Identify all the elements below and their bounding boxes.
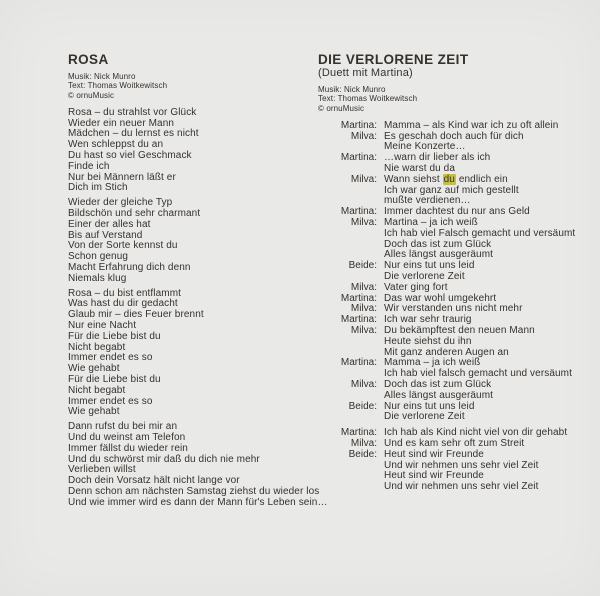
- lyric-line: Was hast du dir gedacht: [68, 298, 178, 310]
- song-die-verlorene-zeit: [318, 52, 596, 498]
- rosa-lyrics: [68, 108, 358, 509]
- duet-lines: [384, 380, 493, 402]
- duet-row: [318, 261, 596, 283]
- lyric-line: Verlieben willst: [68, 464, 136, 476]
- lyric-line: Ich hab als Kind nicht viel von dir gehabt: [384, 427, 568, 439]
- lyric-line: Für die Liebe bist du: [68, 330, 161, 342]
- verlorene-zeit-subtitle: (Duett mit Martina): [318, 67, 413, 79]
- speaker-label: Martina:: [340, 119, 377, 131]
- speaker-label: Milva:: [350, 217, 377, 229]
- stanza: [68, 422, 358, 508]
- duet-lines: [384, 175, 519, 207]
- lyric-line: Und wir nehmen uns sehr viel Zeit: [384, 481, 539, 493]
- speaker-label: Milva:: [350, 281, 377, 293]
- duet-lyrics: [318, 121, 596, 493]
- lyric-line: Heut sind wir Freunde: [384, 448, 484, 460]
- lyric-line: Mamma – ja ich weiß: [384, 357, 481, 369]
- speaker-label: Beide:: [348, 260, 377, 272]
- lyric-line: Macht Erfahrung dich denn: [68, 262, 191, 274]
- lyric-line: Wen schleppst du an: [68, 139, 164, 151]
- lyric-line: Heut sind wir Freunde: [384, 470, 484, 482]
- duet-lines: [384, 326, 535, 358]
- lyric-line: Du bekämpftest den neuen Mann: [384, 325, 535, 337]
- duet-row: [318, 380, 596, 402]
- lyric-line: Wir verstanden uns nicht mehr: [384, 303, 523, 315]
- speaker-label: Milva:: [350, 379, 377, 391]
- credit-line: Text: Thomas Woitkewitsch: [318, 94, 418, 104]
- lyric-line: Schon genug: [68, 251, 129, 263]
- credit-line: Musik: Nick Munro: [318, 85, 386, 94]
- verse-group: [318, 121, 596, 423]
- lyric-line: Glaub mir – dies Feuer brennt: [68, 309, 204, 321]
- lyric-line: Und wie immer wird es dann der Mann für's Leben sein…: [68, 496, 328, 508]
- lyric-line: Ich war ganz auf mich gestellt: [384, 184, 519, 196]
- duet-row: [318, 132, 596, 154]
- speaker-label: Martina:: [340, 357, 377, 369]
- duet-row: [318, 175, 596, 207]
- lyric-line: Die verlorene Zeit: [384, 411, 465, 423]
- lyric-line: Und du schwörst mir daß du dich nie mehr: [68, 453, 260, 465]
- lyric-line: Nicht begabt: [68, 341, 126, 353]
- lyric-line: Und es kam sehr oft zum Streit: [384, 438, 525, 449]
- speaker-label: Milva:: [350, 130, 377, 142]
- duet-row: [318, 450, 596, 493]
- duet-lines: [384, 358, 572, 380]
- duet-row: [318, 402, 596, 424]
- duet-lines: [384, 132, 524, 154]
- lyric-line: Nur eine Nacht: [68, 320, 137, 332]
- lyric-line: Niemals klug: [68, 272, 127, 284]
- stanza: [68, 289, 358, 419]
- credit-line: Text: Thomas Woitkewitsch: [68, 81, 168, 91]
- speaker-label: Milva:: [350, 173, 377, 185]
- lyric-line: Nur eins tut uns leid: [384, 260, 475, 272]
- lyric-line: Heute siehst du ihn: [384, 335, 472, 347]
- lyric-line: …warn dir lieber als ich: [384, 152, 491, 164]
- lyric-line: Die verlorene Zeit: [384, 271, 465, 283]
- lyric-line: Und wir nehmen uns sehr viel Zeit: [384, 459, 539, 471]
- speaker-label: Martina:: [340, 427, 377, 439]
- lyric-line: Du hast so viel Geschmack: [68, 150, 192, 162]
- lyric-line: Mamma – als Kind war ich zu oft allein: [384, 119, 559, 131]
- lyric-line: Nie warst du da: [384, 163, 455, 175]
- lyric-line: Doch dein Vorsatz hält nicht lange vor: [68, 475, 240, 487]
- lyric-line: Mit ganz anderen Augen an: [384, 346, 509, 358]
- speaker-label: Milva:: [350, 325, 377, 337]
- lyric-text: endlich ein: [455, 173, 508, 185]
- lyric-line: mußte verdienen…: [384, 195, 471, 207]
- rosa-credits: [68, 72, 358, 100]
- song-rosa: [68, 52, 358, 513]
- duet-row: [318, 153, 596, 175]
- lyric-line: Immer endet es so: [68, 395, 153, 407]
- speaker-label: Martina:: [340, 292, 377, 304]
- duet-lines: [384, 402, 474, 424]
- lyric-line: Wieder ein neuer Mann: [68, 117, 175, 129]
- credit-line: © ornuMusic: [68, 90, 115, 100]
- lyric-line: Bildschön und sehr charmant: [68, 208, 201, 220]
- lyric-line: Nur bei Männern läßt er: [68, 171, 176, 183]
- duet-row: [318, 358, 596, 380]
- lyric-line: Dich im Stich: [68, 182, 128, 194]
- lyric-line: Alles längst ausgeräumt: [384, 389, 494, 401]
- lyric-line: Ich hab viel Falsch gemacht und versäumt: [384, 227, 576, 239]
- stanza: [68, 108, 358, 194]
- speaker-label: Martina:: [340, 152, 377, 164]
- lyric-line: Finde ich: [68, 160, 110, 172]
- lyric-line: Doch das ist zum Glück: [384, 238, 492, 250]
- speaker-label: Beide:: [348, 400, 377, 412]
- lyric-line: Wieder der gleiche Typ: [68, 197, 173, 209]
- verse-group: [318, 428, 596, 493]
- credit-line: Musik: Nick Munro: [68, 72, 136, 81]
- lyric-line: Rosa – du strahlst vor Glück: [68, 106, 197, 118]
- lyric-line: Meine Konzerte…: [384, 141, 466, 153]
- lyric-line: Immer endet es so: [68, 352, 153, 364]
- lyric-line: Wie gehabt: [68, 406, 120, 418]
- duet-lines: [384, 218, 575, 261]
- duet-lines: [384, 450, 538, 493]
- speaker-label: Martina:: [340, 206, 377, 218]
- duet-lines: [384, 153, 490, 175]
- duet-lines: [384, 261, 474, 283]
- duet-row: [318, 218, 596, 261]
- lyric-line: Einer der alles hat: [68, 218, 151, 230]
- credit-line: © ornuMusic: [318, 103, 365, 113]
- speaker-label: Martina:: [340, 314, 377, 326]
- speaker-label: Milva:: [350, 303, 377, 315]
- lyric-line: Für die Liebe bist du: [68, 374, 161, 386]
- lyric-text: Wann siehst: [384, 173, 443, 185]
- stanza: [68, 198, 358, 284]
- lyric-line: Doch das ist zum Glück: [384, 379, 492, 391]
- lyric-line: Alles längst ausgeräumt: [384, 249, 494, 261]
- lyric-line: Das war wohl umgekehrt: [384, 292, 497, 304]
- lyric-line: Es geschah doch auch für dich: [384, 130, 524, 142]
- lyric-line: Nicht begabt: [68, 384, 126, 396]
- rosa-title: ROSA: [68, 52, 109, 67]
- lyric-line: Von der Sorte kennst du: [68, 240, 178, 252]
- lyric-line: Und du weinst am Telefon: [68, 432, 186, 443]
- highlighted-word: du: [443, 173, 455, 185]
- lyric-line: Wie gehabt: [68, 363, 120, 375]
- lyric-line: Vater ging fort: [384, 281, 448, 293]
- lyric-line: Ich war sehr traurig: [384, 314, 472, 326]
- lyric-line: Bis auf Verstand: [68, 229, 143, 241]
- verlorene-zeit-title: DIE VERLORENE ZEIT: [318, 52, 469, 67]
- lyric-line: Nur eins tut uns leid: [384, 400, 475, 412]
- verlorene-zeit-credits: [318, 85, 596, 113]
- lyric-line: Immer dachtest du nur ans Geld: [384, 206, 530, 218]
- lyric-line: Martina – ja ich weiß: [384, 217, 478, 229]
- duet-row: [318, 326, 596, 358]
- speaker-label: Milva:: [350, 438, 377, 449]
- lyric-line: Mädchen – du lernst es nicht: [68, 128, 199, 140]
- lyric-line: Rosa – du bist entflammt: [68, 287, 182, 299]
- lyric-line: Immer fällst du wieder rein: [68, 442, 188, 454]
- lyric-line: Denn schon am nächsten Samstag ziehst du wieder los: [68, 485, 320, 497]
- speaker-label: Beide:: [348, 448, 377, 460]
- lyric-line: Dann rufst du bei mir an: [68, 421, 178, 433]
- lyric-line: Ich hab viel falsch gemacht und versäumt: [384, 368, 572, 380]
